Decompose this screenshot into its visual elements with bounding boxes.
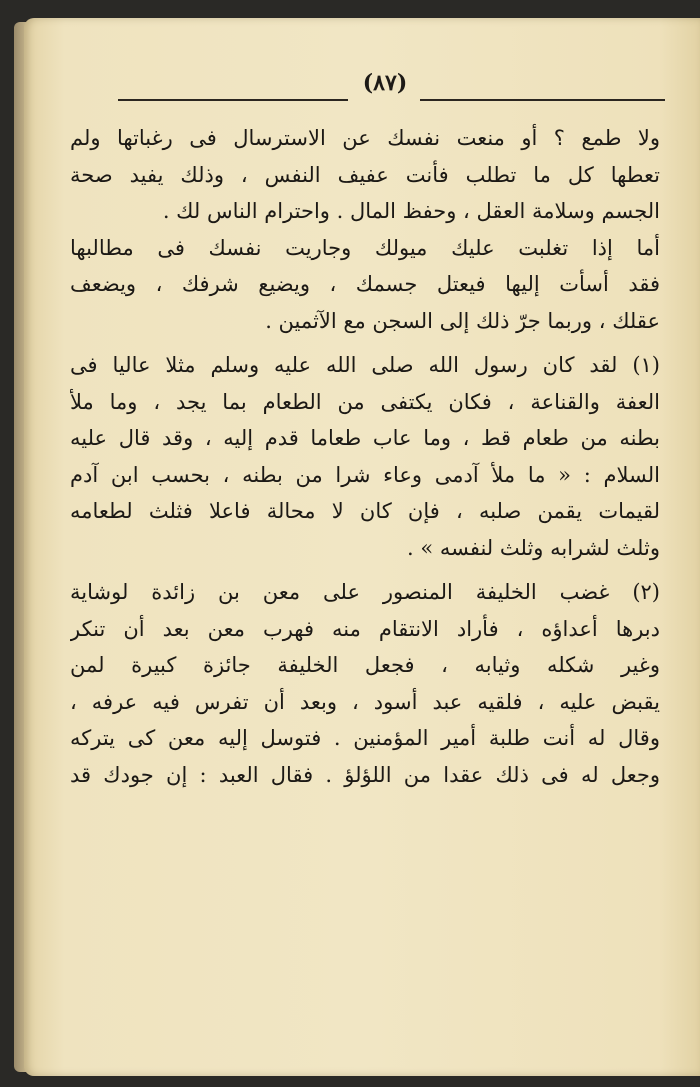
text-line: وقال له أنت طلبة أمير المؤمنين . فتوسل إليه معن كى يتركه [70,726,660,750]
header-rule-left [118,99,348,101]
text-line: يقبض عليه ، فلقيه عبد أسود ، وبعد أن تفرس فيه عرفه ، [70,689,660,714]
page-number: (٨٧) [362,70,408,96]
text-line: دبرها أعداؤه ، فأراد الانتقام منه فهرب معن بعد أن تنكر [70,616,660,641]
text-line: أما إذا تغلبت عليك ميولك وجاريت نفسك فى مطالبها [70,235,660,260]
text-line: الجسم وسلامة العقل ، وحفظ المال . واحترام الناس لك . [162,199,660,223]
text-line: العفة والقناعة ، فكان يكتفى من الطعام بما يجد ، وما ملأ [70,389,660,414]
text-line: عقلك ، وربما جرّ ذلك إلى السجن مع الآثمين . [265,308,660,333]
text-line: وثلث لشرابه وثلث لنفسه » . [406,535,660,560]
text-line: بطنه من طعام قط ، وما عاب طعاما قدم إليه ، وقد قال عليه [70,426,660,450]
paragraph-gap [70,339,660,347]
text-line: تعطها كل ما تطلب فأنت عفيف النفس ، وذلك يفيد صحة [70,162,660,187]
text-line: السلام : « ما ملأ آدمى وعاء شرا من بطنه ، بحسب ابن آدم [70,462,660,487]
paragraph-gap [70,566,660,574]
text-line: فقد أسأت إليها فيعتل جسمك ، ويضيع شرفك ، ويضعف [70,272,660,296]
text-line: وجعل له فى ذلك عقدا من اللؤلؤ . فقال العبد : إن جودك قد [70,762,660,787]
header-rule-right [420,99,665,101]
body-text [70,120,660,793]
text-line: وغير شكله وثيابه ، فجعل الخليفة جائزة كبيرة لمن [70,653,660,677]
text-line: لقيمات يقمن صلبه ، فإن كان لا محالة فاعلا فثلث لطعامه [70,499,660,523]
text-line: ولا طمع ؟ أو منعت نفسك عن الاسترسال فى رغباتها ولم [70,126,660,150]
text-line: (١) لقد كان رسول الله صلى الله عليه وسلم مثلا عاليا فى [70,353,660,377]
text-line: (٢) غضب الخليفة المنصور على معن بن زائدة لوشاية [70,580,660,604]
